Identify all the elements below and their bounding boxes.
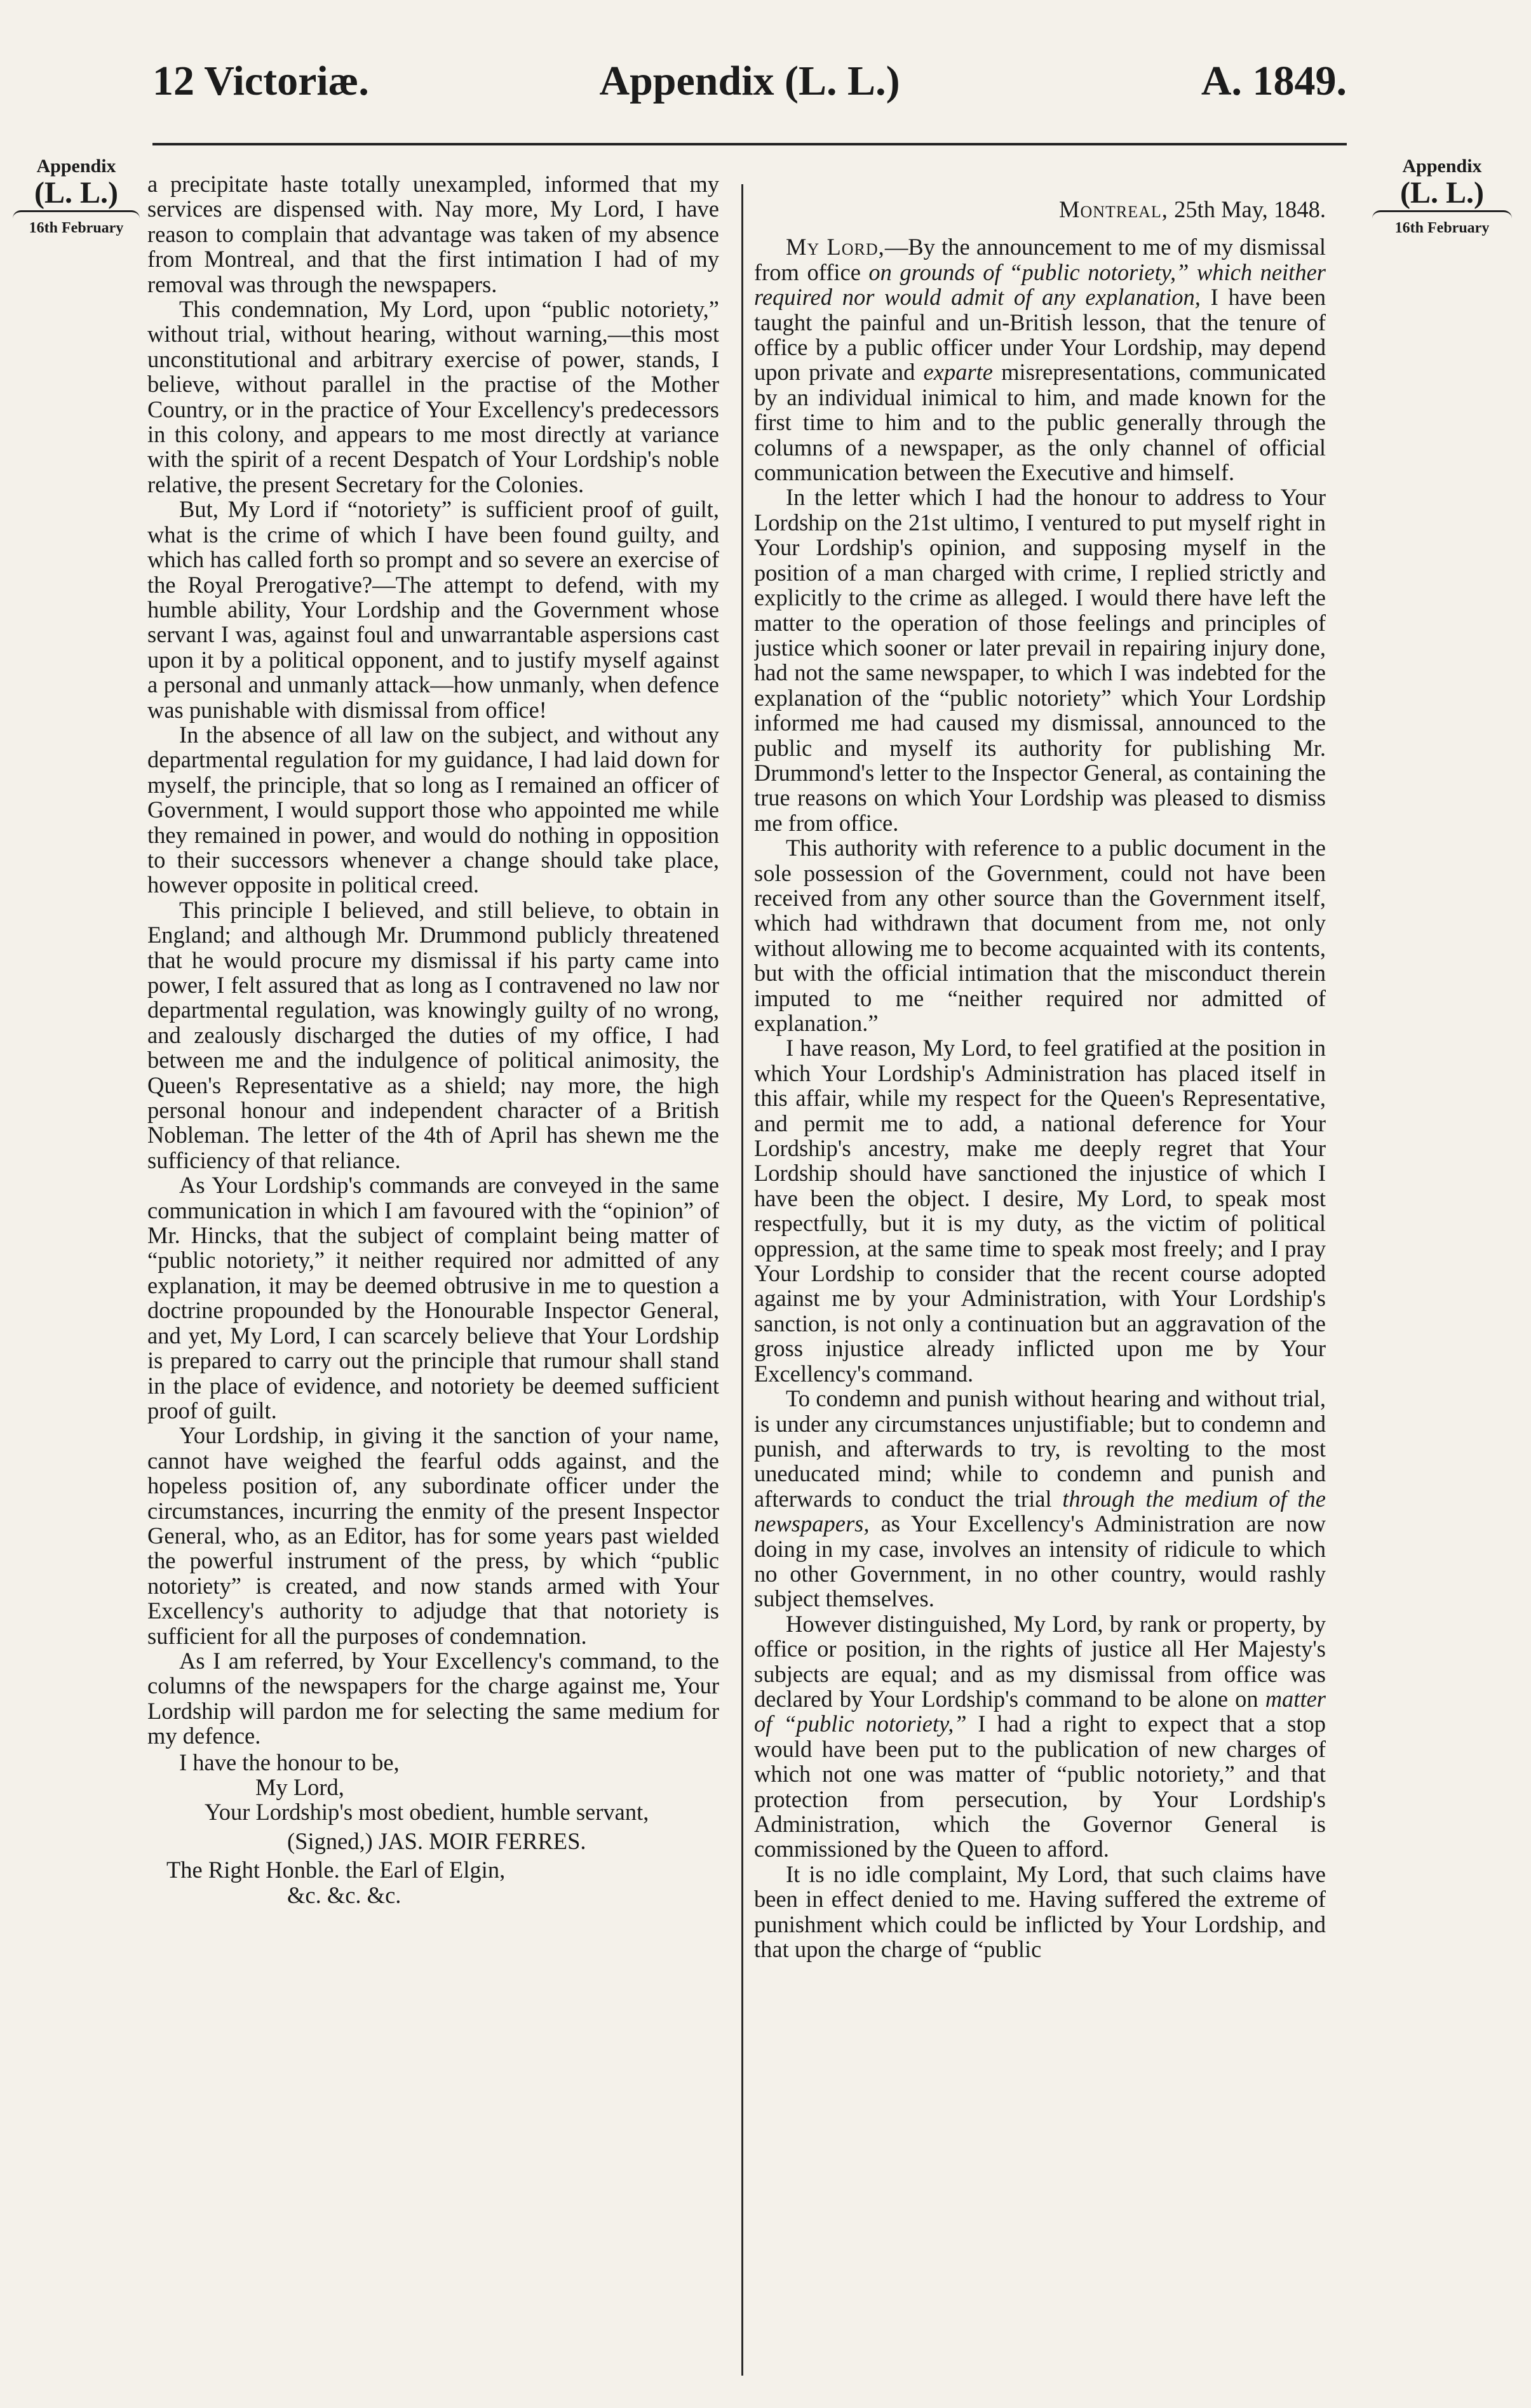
header-session: 12 Victoriæ. [152,58,369,104]
paragraph: As I am referred, by Your Excellency's command, to the columns of the newspapers for the charge against me, Your Lordship will pardon me for selecting the same medium for my defence. [147,1647,719,1749]
margin-note-right [1366,156,1518,237]
paragraph [754,1611,1326,1862]
page-header [152,32,1347,114]
italic-run: on grounds of “public notoriety,” which neither required nor would admit of any explanation, [754,259,1326,311]
letter-date-city: Montreal, [1059,196,1168,222]
paragraph: In the letter which I had the honour to address to Your Lordship on the 21st ultimo, I ventured to put myself right in Your Lordship's opinion, and supposing myself in the position of a man charged with crime, I replied strictly and explicitly to the crime as alleged. I would there have left the matter to the operation of those feelings and principles of justice which sooner or later prevail in repairing injury done, had not the same newspaper, to which I was indebted for the explanation of the “public notoriety” which Your Lordship informed me had caused my dismissal, announced to the public and myself its authority for publishing Mr. Drummond's letter to the Inspector General, as containing the true reasons on which Your Lordship was pleased to dismiss me from office. [754,484,1326,836]
text-run: However distinguished, My Lord, by rank or property, by office or position, in the rights of justice all Her Majesty's subjects are equal; and as my dismissal from office was declared by Your Lordship's command to be alone on [754,1610,1326,1712]
paragraph: This principle I believed, and still believe, to obtain in England; and although Mr. Drummond publicly threatened that he would procure my dismissal if his party came into power, I felt assured that as long as I contravened no law nor departmental regulation, was knowingly guilty of no wrong, and zealously discharged the duties of my office, I had between me and the indulgence of political animosity, the Queen's Representative as a shield; nay more, the high personal honour and independent character of a British Nobleman. The letter of the 4th of April has shewn me the sufficiency of that reliance. [147,896,719,1173]
header-rule [152,143,1347,145]
text-run: misrepresentations, communicated by an individual inimical to him, and made known for the first time to him and to the public generally through the columns of a newspaper, as the only channel of official communication between the Executive and himself. [754,359,1326,486]
text-run: —By the announcement to me of my dismissal from office [754,234,1326,285]
addressee-etc: &c. &c. &c. [287,1881,401,1908]
margin-date: 16th February [29,220,124,236]
closing-servant: Your Lordship's most obedient, humble servant, [205,1799,649,1826]
italic-run: matter of “public notoriety,” [754,1685,1326,1737]
paragraph [754,1386,1326,1611]
closing-salutation: My Lord, [255,1774,344,1800]
paragraph: This condemnation, My Lord, upon “public notoriety,” without trial, without hearing, without warning,—this most unconstitutional and arbitrary exercise of power, stands, I believe, without parallel in the practise of the Mother Country, or in the practice of Your Excellency's predecessors in this colony, and appears to me most directly at variance with the spirit of a recent Despatch of Your Lordship's noble relative, the present Secretary for the Colonies. [147,296,719,497]
paragraph: But, My Lord if “notoriety” is sufficient proof of guilt, what is the crime of which I have been found guilty, and which has called forth so prompt and so severe an exercise of the Royal Prerogative?—The attempt to defend, with my humble ability, Your Lordship and the Government whose servant I was, against foul and unwarrantable aspersions cast upon it by a political opponent, and to justify myself against a personal and unmanly attack—how unmanly, when defence was punishable with dismissal from office! [147,496,719,723]
paragraph: I have reason, My Lord, to feel gratified at the position in which Your Lordship's Administration has placed itself in this affair, while my respect for the Queen's Representative, and permit me to add, a national deference for Your Lordship's ancestry, make me deeply regret that Your Lordship should have sanctioned the injustice of which I have been the object. I desire, My Lord, to speak most respectfully, but it is my duty, as the victim of political oppression, at the same time to speak most freely; and I pray Your Lordship to consider that the recent course adopted against me by your Administration, with Your Lordship's sanction, is not only a continuation but an aggravation of the gross injustice already inflicted upon me by Your Excellency's command. [754,1035,1326,1387]
header-year: A. 1849. [1201,58,1347,104]
right-column [754,172,1326,2376]
margin-date: 16th February [1394,220,1490,236]
text-run: I have been taught the painful and un-British lesson, that the tenure of office by a public officer under Your Lordship, may depend upon private and [754,284,1326,386]
addressee: The Right Honble. the Earl of Elgin, [166,1857,506,1883]
margin-note-left [6,156,146,237]
left-column [147,172,719,2376]
italic-run: exparte [923,359,993,386]
paragraph: As Your Lordship's commands are conveyed in the same communication in which I am favoured with the “opinion” of Mr. Hincks, that the subject of complaint being matter of “public notoriety,” it neither required nor admitted of any explanation, it may be deemed obtrusive in me to question a doctrine propounded by the Honourable Inspector General, and yet, My Lord, I can scarcely believe that Your Lordship is prepared to carry out the principle that rumour shall stand in the place of evidence, and notoriety be deemed sufficient proof of guilt. [147,1172,719,1423]
paragraph [754,234,1326,485]
margin-appendix-label: Appendix [36,156,116,177]
signature: (Signed,) JAS. MOIR FERRES. [287,1827,586,1854]
margin-brace [13,210,140,219]
paragraph: This authority with reference to a public document in the sole possession of the Government, could not have been received from any other source than the Government itself, which had withdrawn that document from me, not only without allowing me to become acquainted with its contents, but with the official intimation that the misconduct therein imputed to me “neither required nor admitted of explanation.” [754,835,1326,1036]
margin-appendix-label: Appendix [1402,156,1482,177]
letter-date-rest: 25th May, 1848. [1168,196,1326,222]
column-divider [741,184,743,2376]
italic-run: through the medium of the newspapers, [754,1485,1326,1537]
margin-appendix-sub: (L. L.) [34,176,118,210]
text-run: as Your Excellency's Administration are now doing in my case, involves an intensity of ridicule to which no other Government, in no other country, would rashly subject themselves. [754,1510,1326,1612]
margin-brace [1372,210,1512,219]
salutation: My Lord, [786,234,885,260]
margin-appendix-sub: (L. L.) [1400,176,1484,210]
paragraph: a precipitate haste totally unexampled, informed that my services are dispensed with. Nay more, My Lord, I have reason to complain that advantage was taken of my absence from Montreal, and that the first intimation I had of my removal was through the newspapers. [147,172,719,297]
letter-date [754,197,1326,222]
paragraph: It is no idle complaint, My Lord, that such claims have been in effect denied to me. Having suffered the extreme of punishment which could be inflicted by Your Lordship, and that upon the charge of “public [754,1860,1326,1963]
paragraph: In the absence of all law on the subject, and without any departmental regulation for my guidance, I had laid down for myself, the principle, that so long as I remained an officer of Government, I would support those who appointed me while they remained in power, and would do nothing in opposition to their successors whenever a change should take place, however opposite in political creed. [147,721,719,898]
text-run: I had a right to expect that a stop would have been put to the publication of new charges of which not one was matter of “public notoriety,” and that protection from persecution, by Your Lordship's Administration, which the Governor General is commissioned by the Queen to afford. [754,1711,1326,1862]
closing-honour: I have the honour to be, [179,1749,400,1775]
text-run: To condemn and punish without hearing and without trial, is under any circumstances unjustifiable; but to condemn and punish, and afterwards to try, is revolting to the most uneducated mind; while to condemn and punish and afterwards to conduct the trial [754,1385,1326,1512]
header-appendix: Appendix (L. L.) [599,58,900,104]
paragraph: Your Lordship, in giving it the sanction of your name, cannot have weighed the fearful odds against, and the hopeless position of, any subordinate officer under the circumstances, incurring the enmity of the present Inspector General, who, as an Editor, has for some years past wielded the powerful instrument of the press, by which “public notoriety” is created, and now stands armed with Your Excellency's authority to adjudge that that notoriety is sufficient for all the purposes of condemnation. [147,1422,719,1649]
